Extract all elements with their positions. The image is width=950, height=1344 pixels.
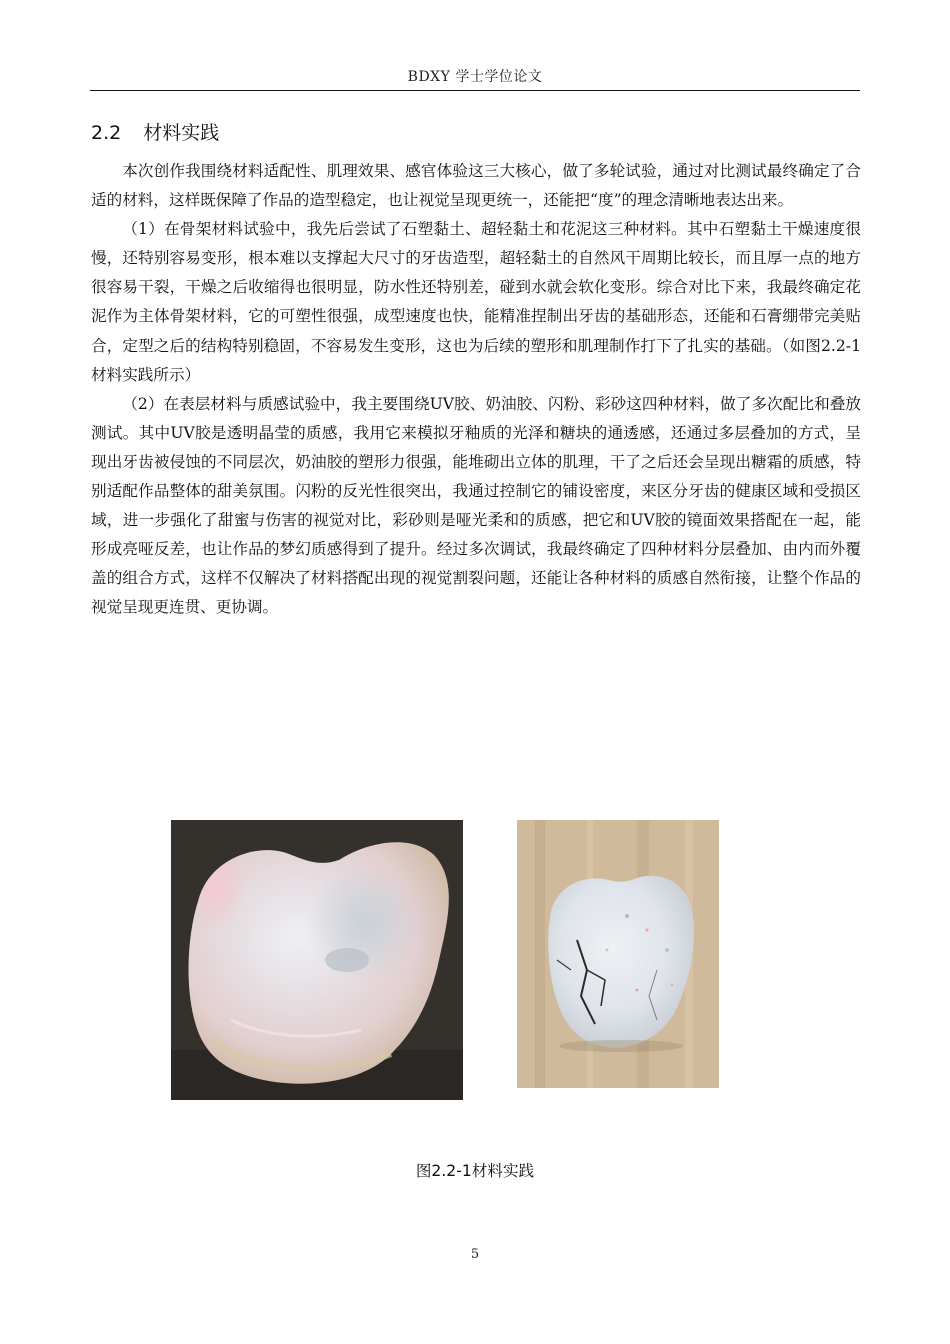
section-title: 材料实践 [143, 122, 220, 144]
figure-caption: 图2.2-1材料实践 [415, 1162, 535, 1180]
paragraph-surface-material: （2）在表层材料与质感试验中，我主要围绕UV胶、奶油胶、闪粉、彩砂这四种材料，做了多次配比和叠放测试。其中UV胶是透明晶莹的质感，我用它来模拟牙釉质的光泽和糖块的通透感，还通过多层叠加的方式，呈现出牙齿被侵蚀的不同层次，奶油胶的塑形力很强，能堆砌出立体的肌理，干了之后还会呈现出糖霜的质感，特别适配作品整体的甜美氛围。闪粉的反光性很突出，我通过控制它的铺设密度，来区分牙齿的健康区域和受损区域，进一步强化了甜蜜与伤害的视觉对比，彩砂则是哑光柔和的质感，把它和UV胶的镜面效果搭配在一起，能形成亮哑反差，也让作品的梦幻质感得到了提升。经过多次调试，我最终确定了四种材料分层叠加、由内而外覆盖的组合方式，这样不仅解决了材料搭配出现的视觉割裂问题，还能让各种材料的质感自然衔接，让整个作品的视觉呈现更连贯、更协调。 [91, 394, 861, 617]
header-title: BDXY 学士学位论文 [407, 69, 543, 85]
body-text [91, 157, 861, 623]
photo-clay-tooth-sculpture [171, 820, 463, 1100]
page-number: 5 [470, 1247, 480, 1262]
paragraph-intro: 本次创作我围绕材料适配性、肌理效果、感官体验这三大核心，做了多轮试验，通过对比测试最终确定了合适的材料，这样既保障了作品的造型稳定，也让视觉呈现更统一，还能把“度”的理念清晰地表达出来。 [91, 162, 861, 210]
photo-cracked-tooth-sculpture [517, 820, 719, 1088]
section-heading [91, 118, 219, 145]
paragraph-skeleton-material: （1）在骨架材料试验中，我先后尝试了石塑黏土、超轻黏土和花泥这三种材料。其中石塑黏土干燥速度很慢，还特别容易变形，根本难以支撑起大尺寸的牙齿造型，超轻黏土的自然风干周期比较长，而且厚一点的地方很容易干裂，干燥之后收缩得也很明显，防水性还特别差，碰到水就会软化变形。综合对比下来，我最终确定花泥作为主体骨架材料，它的可塑性很强，成型速度也快，能精准捏制出牙齿的基础形态，还能和石膏绷带完美贴合，定型之后的结构特别稳固，不容易发生变形，这也为后续的塑形和肌理制作打下了扎实的基础。（如图2.2-1材料实践所示） [91, 220, 862, 384]
section-number: 2.2 [91, 122, 122, 144]
header-divider [90, 90, 860, 91]
